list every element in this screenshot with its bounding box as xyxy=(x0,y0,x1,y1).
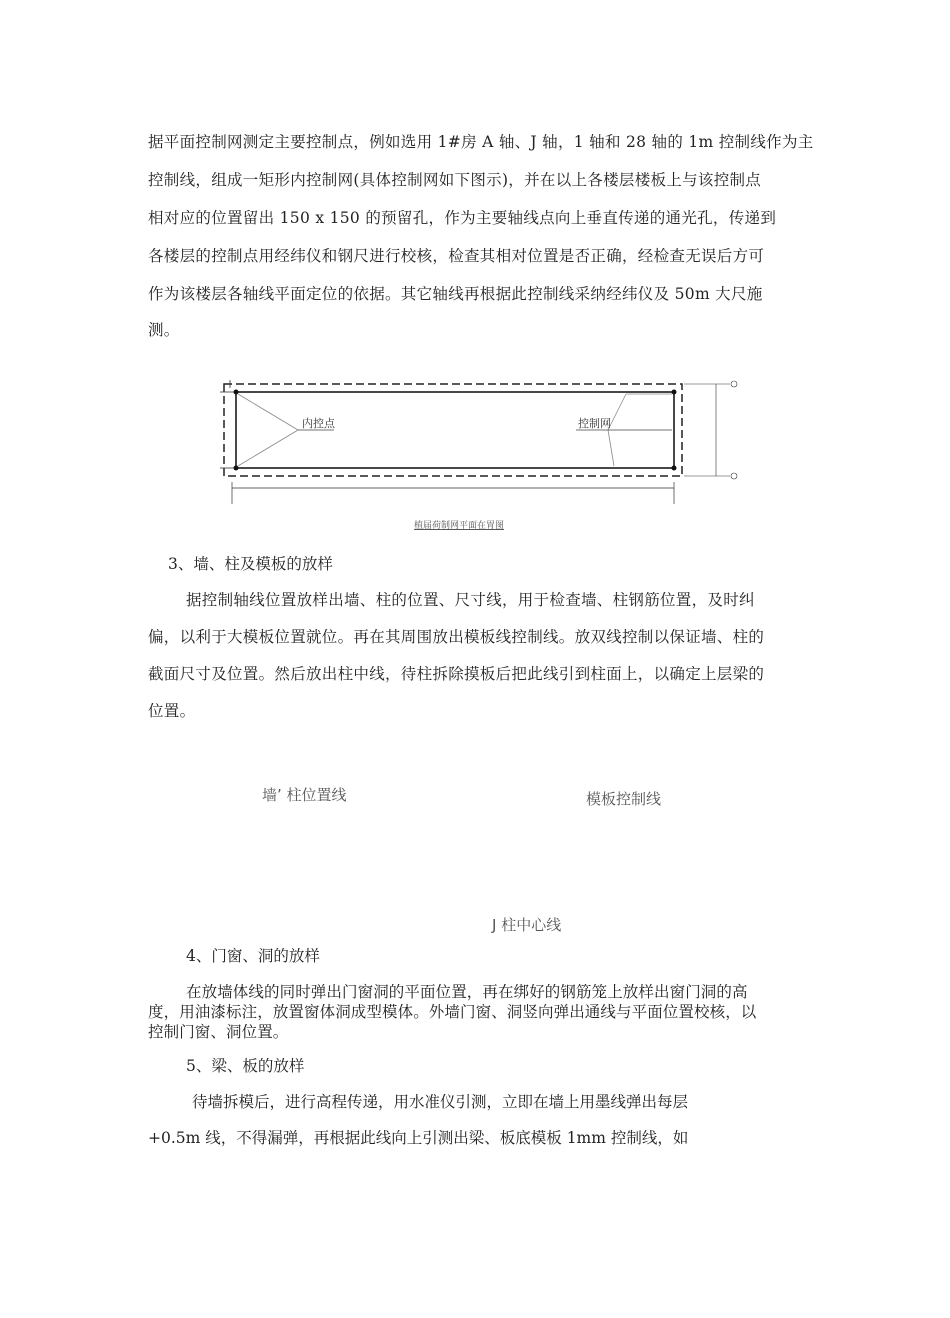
paragraph-1-line: 控制线，组成一矩形内控制网(具体控制网如下图示)，并在以上各楼层楼板上与该控制点 xyxy=(148,171,762,189)
inner-control-point-label: 内控点 xyxy=(302,417,335,430)
figure-caption: 植届荷制网平面在胃图 xyxy=(414,521,505,531)
section-5-line: 待墙拆模后，进行高程传递，用水准仪引测，立即在墙上用墨线弹出每层 xyxy=(192,1093,689,1111)
paragraph-1-line: 作为该楼层各轴线平面定位的依据。其它轴线再根据此控制线采纳经纬仪及 50m 大尺施 xyxy=(148,285,763,303)
paragraph-1-line: 相对应的位置留出 150 x 150 的预留孔，作为主要轴线点向上垂直传递的通光孔，传递到 xyxy=(148,209,777,227)
formwork-line-label: 模板控制线 xyxy=(586,790,662,808)
section-4-line: 控制门窗、洞位置。 xyxy=(148,1023,289,1041)
section-4-line: 在放墙体线的同时弹出门窗洞的平面位置，再在绑好的钢筋笼上放样出窗门洞的高 xyxy=(186,983,748,1001)
section-4-heading: 4、门窗、洞的放样 xyxy=(186,947,320,965)
section-3-line: 据控制轴线位置放样出墙、柱的位置、尺寸线，用于检查墙、柱钢筋位置，及时纠 xyxy=(186,591,755,609)
wall-column-line-label: 墙’ 柱位置线 xyxy=(262,786,347,804)
control-network-figure xyxy=(210,370,750,518)
section-3-heading: 3、墙、柱及模板的放样 xyxy=(168,555,333,573)
control-net-label: 控制网 xyxy=(578,417,611,430)
section-3-line: 位置。 xyxy=(148,702,196,720)
section-5-line: +0.5m 线，不得漏弹，再根据此线向上引测出梁、板底模板 1mm 控制线，如 xyxy=(148,1129,689,1147)
paragraph-1-line: 测。 xyxy=(148,321,180,339)
paragraph-1-line: 据平面控制网测定主要控制点，例如选用 1#房 A 轴、J 轴，1 轴和 28 轴的 1m 控制线作为主 xyxy=(148,133,814,151)
section-5-heading: 5、梁、板的放样 xyxy=(186,1057,305,1075)
section-3-line: 截面尺寸及位置。然后放出柱中线，待柱拆除摸板后把此线引到柱面上，以确定上层梁的 xyxy=(148,665,765,683)
column-center-label: J 柱中心线 xyxy=(492,916,562,934)
section-4-line: 度，用油漆标注，放置窗体洞成型模体。外墙门窗、洞竖向弹出通线与平面位置校核，以 xyxy=(148,1003,757,1021)
paragraph-1-line: 各楼层的控制点用经纬仪和钢尺进行校核，检查其相对位置是否正确，经检查无误后方可 xyxy=(148,247,765,265)
section-3-line: 偏，以利于大模板位置就位。再在其周围放出模板线控制线。放双线控制以保证墙、柱的 xyxy=(148,628,765,646)
